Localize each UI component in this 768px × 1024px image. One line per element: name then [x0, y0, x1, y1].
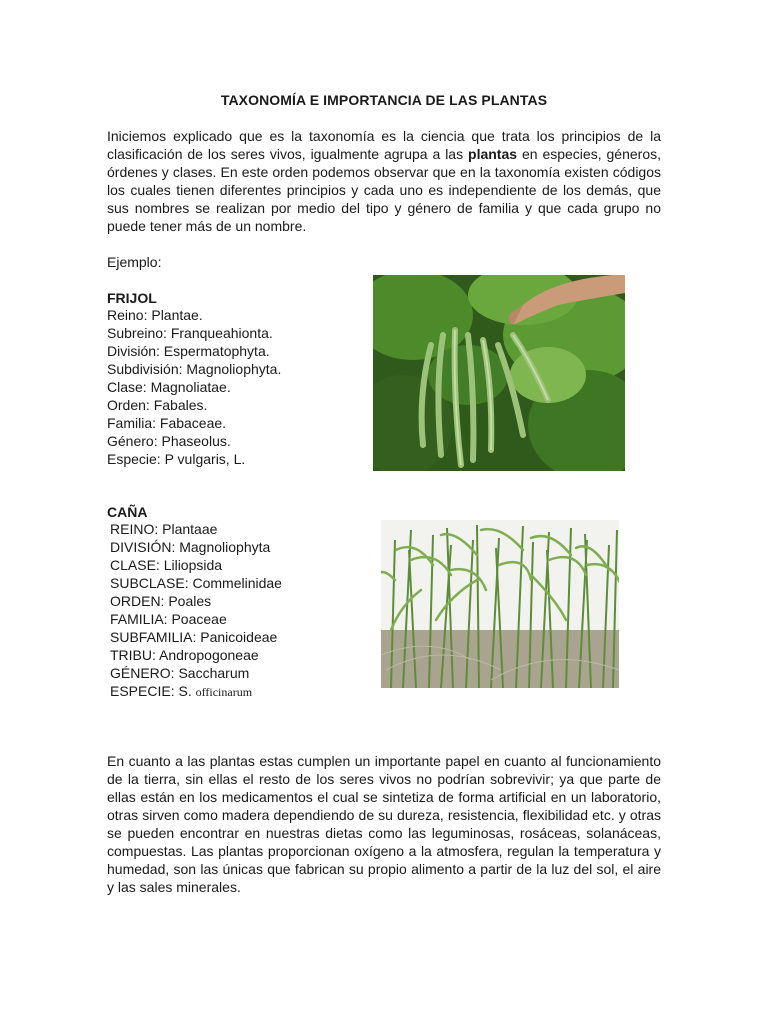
- frijol-rank: División: Espermatophyta.: [107, 343, 270, 359]
- example-label: Ejemplo:: [107, 254, 162, 270]
- cana-rank: TRIBU: Andropogoneae: [110, 647, 259, 663]
- cana-rank: GÉNERO: Saccharum: [110, 665, 250, 681]
- cana-rank: ORDEN: Poales: [110, 593, 212, 609]
- frijol-rank: Familia: Fabaceae.: [107, 415, 227, 431]
- cana-rank: CLASE: Liliopsida: [110, 557, 223, 573]
- sugarcane-photo: [381, 520, 619, 688]
- cana-rank: SUBFAMILIA: Panicoideae: [110, 629, 278, 645]
- cana-heading: CAÑA: [107, 504, 148, 520]
- cana-species: ESPECIE: S. officinarum: [110, 683, 253, 699]
- plantas-bold: plantas: [468, 146, 518, 162]
- frijol-rank: Reino: Plantae.: [107, 307, 203, 323]
- cana-rank: DIVISIÓN: Magnoliophyta: [110, 539, 271, 555]
- cana-rank: FAMILIA: Poaceae: [110, 611, 227, 627]
- bean-plant-photo: [373, 275, 625, 471]
- page-title: TAXONOMÍA E IMPORTANCIA DE LAS PLANTAS: [220, 92, 548, 108]
- frijol-rank: Clase: Magnoliatae.: [107, 379, 231, 395]
- cana-rank: SUBCLASE: Commelinidae: [110, 575, 282, 591]
- frijol-rank: Género: Phaseolus.: [107, 433, 231, 449]
- frijol-rank: Especie: P vulgaris, L.: [107, 451, 246, 467]
- frijol-heading: FRIJOL: [107, 290, 157, 306]
- frijol-rank: Orden: Fabales.: [107, 397, 208, 413]
- cana-rank: REINO: Plantaae: [110, 521, 218, 537]
- frijol-rank: Subreino: Franqueahionta.: [107, 325, 273, 341]
- intro-paragraph: Iniciemos explicado que es la taxonomía es la ciencia que trata los principios de la clasificación de los seres vivos, igualmente agrupa a las plantas en especies, géneros, órdenes y clases. En este orden podemos observar que en la taxonomía existen códigos los cuales tienen diferentes principios y cada uno es independiente de los demás, que sus nombres se realizan por medio del tipo y género de familia y que cada grupo no puede tener más de un nombre.: [107, 128, 661, 234]
- frijol-rank: Subdivisión: Magnoliophyta.: [107, 361, 282, 377]
- closing-paragraph: En cuanto a las plantas estas cumplen un importante papel en cuanto al funcionamiento de la tierra, sin ellas el resto de los seres vivos no podrían sobrevivir; ya que parte de ellas están en los medicamentos el cual se sintetiza de forma artificial en un laboratorio, otras sirven como madera dependiendo de su dureza, resistencia, flexibilidad etc. y otras se pueden encontrar en nuestras dietas como las leguminosas, rosáceas, solanáceas, compuestas. Las plantas proporcionan oxígeno a la atmosfera, regulan la temperatura y humedad, son las únicas que fabrican su propio alimento a partir de la luz del sol, el aire y las sales minerales.: [107, 753, 661, 895]
